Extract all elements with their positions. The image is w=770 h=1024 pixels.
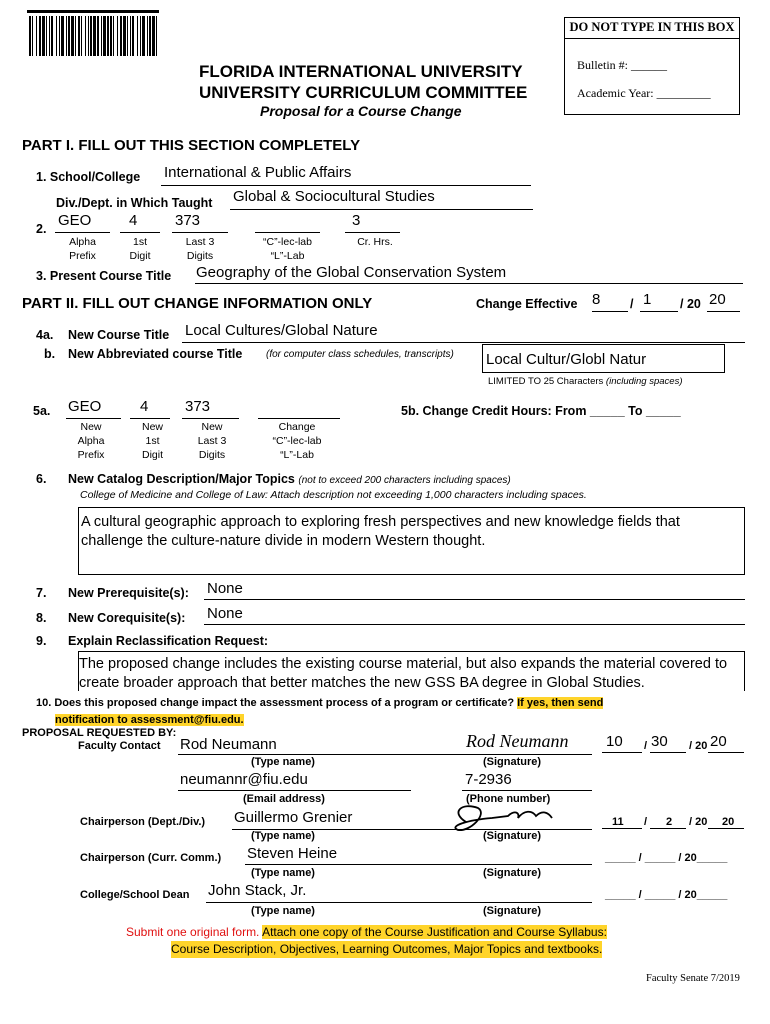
abbreviated-title-value: Local Cultur/Globl Natur [486,351,647,368]
effective-year-field[interactable]: 20 [709,291,726,308]
last-three-digits-field[interactable]: 373 [175,212,201,229]
q8-number: 8. [36,611,47,625]
faculty-name-field[interactable]: Rod Neumann [180,736,277,753]
present-title-field[interactable]: Geography of the Global Conservation System [196,264,507,281]
new-last3-caption: New Last 3 Digits [197,421,227,461]
reclassification-field[interactable] [78,651,745,691]
faculty-year-prefix: / 20 [689,740,708,752]
q4a-label: New Course Title [68,328,170,342]
q4b-label: New Abbreviated course Title [68,347,243,361]
chair-comm-type-name-caption: (Type name) [251,867,315,879]
chair-dept-signature-caption: (Signature) [483,830,542,842]
q5a-number: 5a. [33,404,51,418]
school-field[interactable]: International & Public Affairs [164,164,352,181]
submit-attach-note: Attach one copy of the Course Justification and Course Syllabus: [262,925,607,939]
first-digit-caption: 1st Digit [129,236,151,262]
q4b-note: (for computer class schedules, transcripts) [266,349,454,360]
alpha-prefix-caption: Alpha Prefix [69,236,96,262]
chair-dept-month[interactable]: 11 [612,816,624,828]
faculty-contact-label: Faculty Contact [78,740,161,752]
q8-label: New Corequisite(s): [68,611,186,625]
new-alpha-caption: New Alpha Prefix [77,421,105,461]
reclassification-value: The proposed change includes the existing course material, but also expands the material covered to create broader approach that better matches the new GSS BA degree in Global Studies. [79,656,728,691]
chair-dept-type-name-caption: (Type name) [251,830,315,842]
catalog-description-value: A cultural geographic approach to exploring fresh perspectives and new knowledge fields that challenge the culture-nature divide in modern Western thought. [81,514,680,549]
phone-field[interactable]: 7-2936 [465,771,512,788]
q7-number: 7. [36,586,47,600]
submit-original-note: Submit one original form. [126,925,260,939]
dean-date[interactable]: _____ / _____ / 20_____ [605,889,728,901]
dept-field[interactable]: Global & Sociocultural Studies [233,188,435,205]
abbreviated-title-field[interactable] [482,344,725,373]
university-name: FLORIDA INTERNATIONAL UNIVERSITY [199,62,523,81]
bulletin-label: Bulletin #: ______ [577,58,667,72]
present-title-label: 3. Present Course Title [36,269,172,283]
limit-note: LIMITED TO 25 Characters (including spaces) [488,376,683,387]
chair-comm-name-field[interactable]: Steven Heine [247,845,338,862]
dept-label: Div./Dept. in Which Taught [56,196,213,210]
chair-comm-date[interactable]: _____ / _____ / 20_____ [605,852,728,864]
dean-name-field[interactable]: John Stack, Jr. [208,882,307,899]
barcode-icon [27,10,159,60]
new-first-caption: New 1st Digit [141,421,163,461]
q4a-number: 4a. [36,328,54,342]
effective-month-field[interactable]: 8 [592,291,601,308]
credit-hours-caption: Cr. Hrs. [357,236,393,248]
chair-dept-year[interactable]: 20 [722,816,735,828]
new-first-digit-field[interactable]: 4 [140,398,149,415]
first-digit-field[interactable]: 4 [129,212,138,229]
q6-label: New Catalog Description/Major Topics (not to exceed 200 characters including spaces) [68,472,511,486]
change-lab-caption: Change “C”-lec-lab “L”-Lab [272,421,322,461]
part1-heading: PART I. FILL OUT THIS SECTION COMPLETELY [22,137,361,154]
dean-signature-caption: (Signature) [483,905,542,917]
effective-day-field[interactable]: 1 [643,291,652,308]
chair-dept-year-prefix: / 20 [689,816,708,828]
faculty-senate-stamp: Faculty Senate 7/2019 [646,973,740,984]
form-title: Proposal for a Course Change [260,103,462,119]
faculty-signature-caption: (Signature) [483,756,542,768]
q7-label: New Prerequisite(s): [68,586,189,600]
q6-number: 6. [36,472,47,486]
catalog-description-field[interactable] [78,507,745,575]
q10-question: 10. Does this proposed change impact the assessment process of a program or certificate? If yes, then send notification to assessment@fiu.edu. [36,697,604,726]
school-label: 1. School/College [36,170,141,184]
last-three-caption: Last 3 Digits [185,236,215,262]
email-field[interactable]: neumannr@fiu.edu [180,771,308,788]
prerequisite-field[interactable]: None [207,580,243,597]
chair-comm-label: Chairperson (Curr. Comm.) [80,852,222,864]
q4b-number: b. [44,347,56,361]
q6-note2: College of Medicine and College of Law: Attach description not exceeding 1,000 characters including spaces. [80,489,587,501]
effective-year-prefix: / 20 [680,297,701,311]
q9-label: Explain Reclassification Request: [68,634,269,648]
submit-instructions-line2: Course Description, Objectives, Learning Outcomes, Major Topics and textbooks. [171,942,603,956]
q5b-label: 5b. Change Credit Hours: From _____ To _____ [401,404,681,418]
phone-caption: (Phone number) [466,793,551,805]
faculty-day-field[interactable]: 30 [651,733,668,750]
faculty-signature[interactable]: Rod Neumann [466,731,569,751]
faculty-year-field[interactable]: 20 [710,733,727,750]
academic-year-label: Academic Year: _________ [577,86,711,100]
office-use-box [564,17,740,115]
requested-by-label: PROPOSAL REQUESTED BY: [22,727,177,739]
new-course-title-field[interactable]: Local Cultures/Global Nature [185,322,378,339]
email-caption: (Email address) [243,793,325,805]
faculty-month-field[interactable]: 10 [606,733,623,750]
faculty-type-name-caption: (Type name) [251,756,315,768]
dean-type-name-caption: (Type name) [251,905,315,917]
corequisite-field[interactable]: None [207,605,243,622]
chair-dept-day[interactable]: 2 [666,816,673,828]
new-last-three-field[interactable]: 373 [185,398,211,415]
submit-instructions [126,924,607,941]
chair-dept-name-field[interactable]: Guillermo Grenier [234,809,353,826]
lab-type-caption: “C”-lec-lab “L”-Lab [262,236,312,262]
chair-dept-label: Chairperson (Dept./Div.) [80,816,206,828]
committee-name: UNIVERSITY CURRICULUM COMMITTEE [199,83,528,102]
new-alpha-field[interactable]: GEO [68,398,102,415]
change-lab-field[interactable] [258,418,340,419]
chair-comm-signature-caption: (Signature) [483,867,542,879]
alpha-prefix-field[interactable]: GEO [58,212,92,229]
q9-number: 9. [36,634,47,648]
course-number-label: 2. [36,222,47,236]
office-box-title: DO NOT TYPE IN THIS BOX [565,18,739,39]
credit-hours-field[interactable]: 3 [352,212,361,229]
dean-label: College/School Dean [80,889,190,901]
part2-heading: PART II. FILL OUT CHANGE INFORMATION ONLY [22,295,373,312]
change-effective-label: Change Effective [476,297,578,311]
